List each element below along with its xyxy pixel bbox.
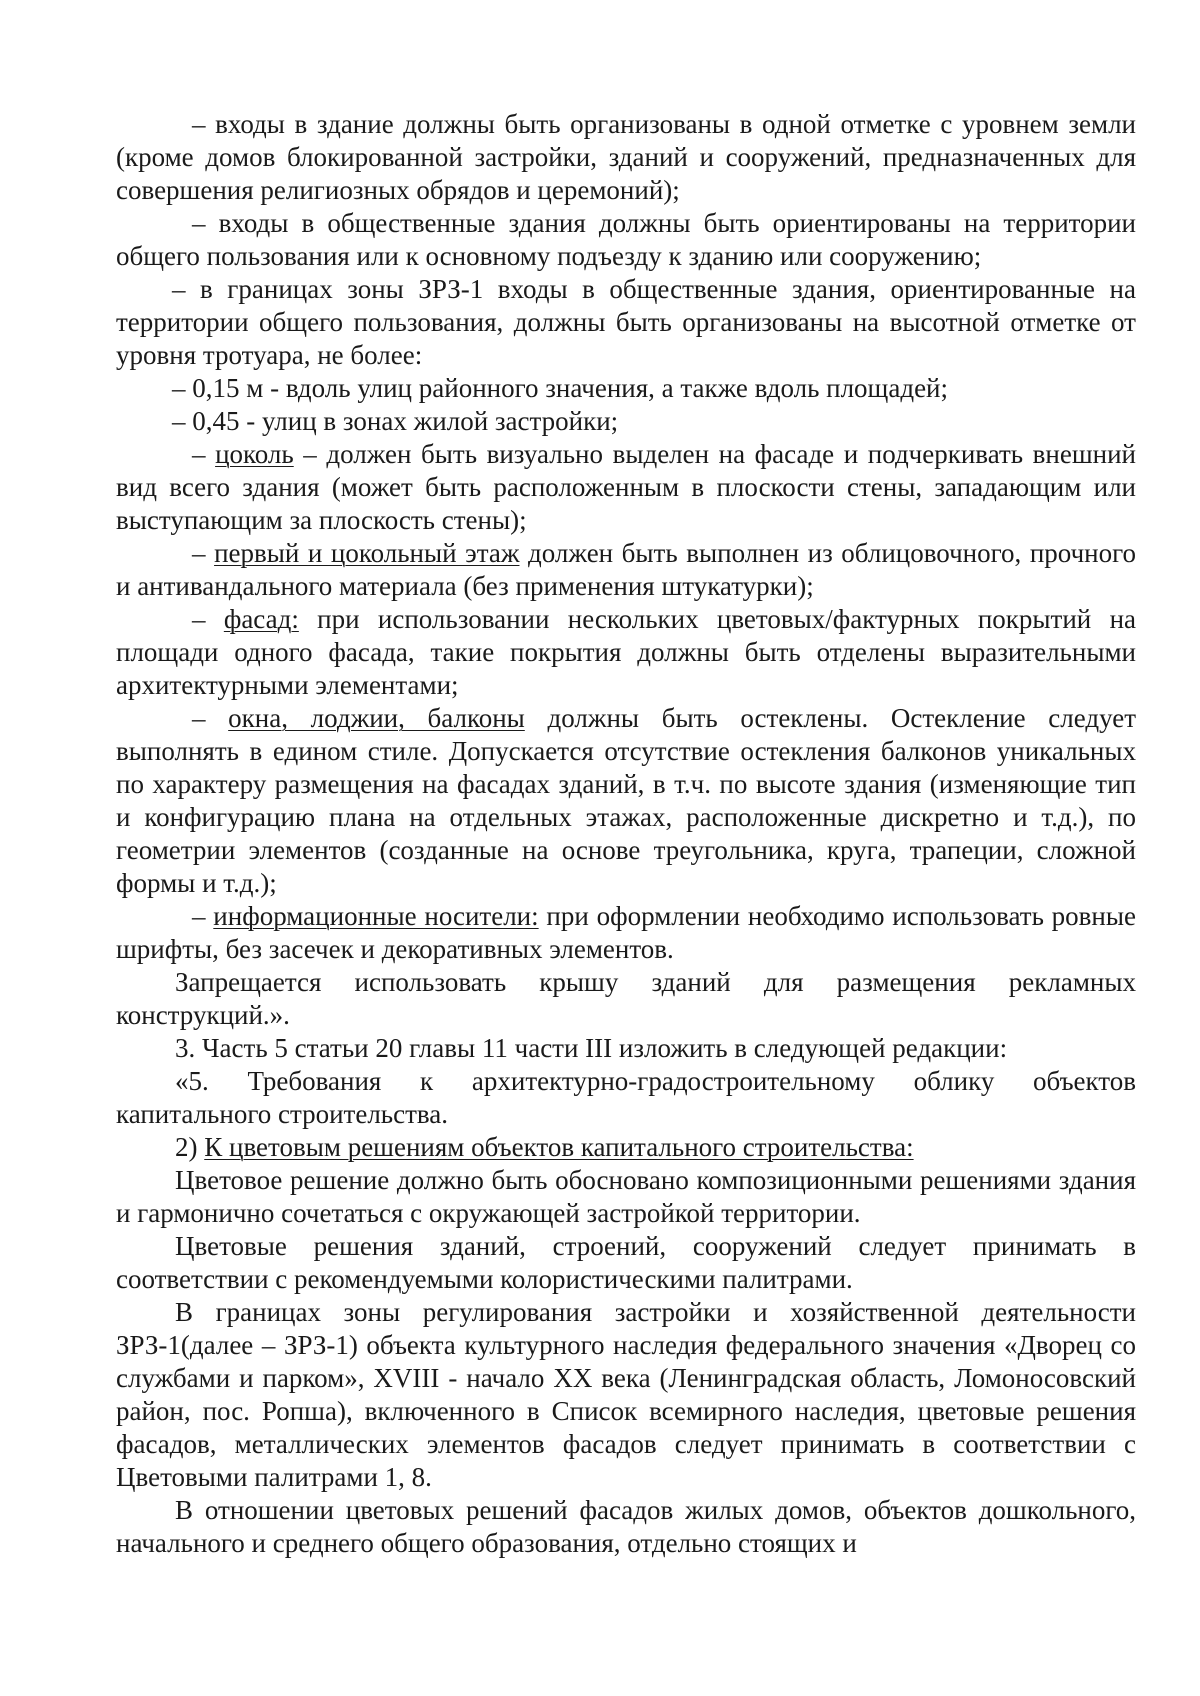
paragraph-text: – должен быть визуально выделен на фасаде и подчеркивать внешний вид всего здания (может быть расположенным в плоскости стены, западающим или выступающим за плоскость стены); [116, 439, 1136, 535]
paragraph-amendment-part5: 3. Часть 5 статьи 20 главы 11 части III изложить в следующей редакции: [175, 1033, 1008, 1063]
paragraph-color-solutions-heading [116, 1131, 1136, 1164]
paragraph-entrances-ground-level: – входы в здание должны быть организованы в одной отметке с уровнем земли (кроме домов блокированной застройки, зданий и сооружений, предназначенных для совершения религиозных обрядов и церемоний); [116, 109, 1136, 205]
document-page [116, 108, 1136, 1560]
underlined-term: фасад: [223, 604, 299, 634]
paragraph-zrz1-palettes: В границах зоны регулирования застройки и хозяйственной деятельности ЗРЗ-1(далее – ЗРЗ-1) объекта культурного наследия федерального значения «Дворец со службами и парком», XVIII - начало XX века (Ленинградская область, Ломоносовский район, пос. Ропша), включенного в Список всемирного наследия, цветовые решения фасадов, металлических элементов фасадов следует принимать в соответствии с Цветовыми палитрами 1, 8. [116, 1297, 1136, 1492]
paragraph-requirements-heading: «5. Требования к архитектурно-градостроительному облику объектов капитального строительства. [116, 1066, 1136, 1129]
underlined-term: К цветовым решениям объектов капитального строительства: [204, 1132, 914, 1162]
paragraph-roof-advertising: Запрещается использовать крышу зданий для размещения рекламных конструкций.». [116, 967, 1136, 1030]
paragraph-text: должны быть остеклены. Остекление следует выполнять в едином стиле. Допускается отсутствие остекления балконов уникальных по характеру размещения на фасадах зданий, в т.ч. по высоте здания (изменяющие тип и конфигурацию плана на отдельных этажах, расположенные дискретно и т.д.), по геометрии элементов (созданные на основе треугольника, круга, трапеции, сложной формы и т.д.); [116, 703, 1137, 898]
paragraph-information-carriers [116, 900, 1136, 966]
paragraph-facade [116, 603, 1136, 702]
paragraph-color-justification: Цветовое решение должно быть обосновано композиционными решениями здания и гармонично сочетаться с окружающей застройкой территории. [116, 1165, 1136, 1228]
paragraph-ground-floor [116, 537, 1136, 603]
paragraph-entrances-orientation: – входы в общественные здания должны быть ориентированы на территории общего пользования или к основному подъезду к зданию или сооружению; [116, 208, 1136, 271]
list-dash: – [192, 901, 214, 931]
list-number: 2) [175, 1132, 205, 1162]
underlined-term: информационные носители: [213, 901, 539, 931]
paragraph-text: при использовании нескольких цветовых/фактурных покрытий на площади одного фасада, такие покрытия должны быть отделены выразительными архитектурными элементами; [116, 604, 1137, 700]
list-dash: – [192, 538, 215, 568]
list-dash: – [192, 439, 216, 469]
underlined-term: цоколь [215, 439, 294, 469]
list-dash: – [192, 703, 229, 733]
paragraph-height-district-streets: – 0,15 м - вдоль улиц районного значения, а также вдоль площадей; [172, 373, 948, 403]
paragraph-plinth [116, 438, 1136, 537]
paragraph-text: должен быть выполнен из облицовочного, прочного и антивандального материала (без применения штукатурки); [116, 538, 1137, 601]
underlined-term: окна, лоджии, балконы [228, 703, 525, 733]
paragraph-height-residential-streets: – 0,45 - улиц в зонах жилой застройки; [172, 406, 619, 436]
paragraph-windows-balconies [116, 702, 1136, 900]
underlined-term: первый и цокольный этаж [214, 538, 520, 568]
paragraph-color-palettes: Цветовые решения зданий, строений, сооружений следует принимать в соответствии с рекомендуемыми колористическими палитрами. [116, 1231, 1136, 1294]
list-dash: – [192, 604, 224, 634]
paragraph-residential-facades: В отношении цветовых решений фасадов жилых домов, объектов дошкольного, начального и среднего общего образования, отдельно стоящих и [116, 1495, 1136, 1558]
paragraph-zrz1-entrances: – в границах зоны ЗРЗ-1 входы в общественные здания, ориентированные на территории общего пользования, должны быть организованы на высотной отметке от уровня тротуара, не более: [116, 274, 1136, 370]
paragraph-text: при оформлении необходимо использовать ровные шрифты, без засечек и декоративных элементов. [116, 901, 1136, 964]
